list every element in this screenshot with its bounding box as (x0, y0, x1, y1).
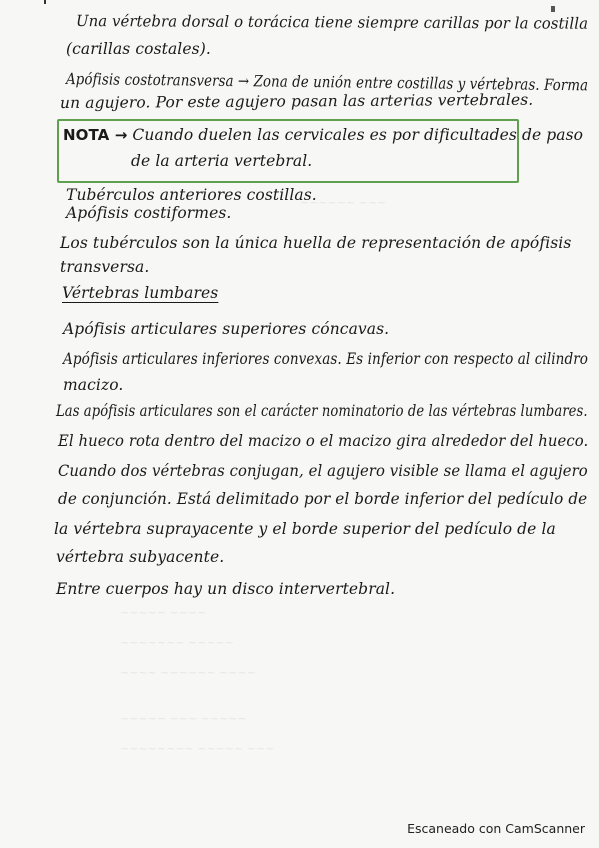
watermark: Escaneado con CamScanner (407, 821, 585, 836)
text-line: Los tubérculos son la única huella de representación de apófisis (60, 234, 572, 252)
text-line: Una vértebra dorsal o torácica tiene siempre carillas por la costilla (75, 12, 589, 33)
bleed-through: ~~~~~ ~~~~ (120, 606, 207, 619)
text-line: Apófisis articulares superiores cóncavas. (63, 320, 390, 338)
text-line: vértebra subyacente. (56, 548, 225, 566)
section-heading: Vértebras lumbares (62, 284, 219, 302)
text-line: Apófisis costotransversa → Zona de unión entre costillas y vértebras. Forma (65, 70, 589, 95)
text-line: la vértebra suprayacente y el borde superior del pedículo de la (54, 520, 556, 538)
text-line: de conjunción. Está delimitado por el borde inferior del pedículo de (58, 490, 588, 508)
text-line: transversa. (60, 258, 150, 276)
text-line: Entre cuerpos hay un disco intervertebral. (56, 580, 396, 598)
note-line (63, 126, 583, 144)
note-text: Cuando duelen las cervicales es por dificultades de paso (132, 126, 584, 144)
text-line: Apófisis articulares inferiores convexas. Es inferior con respecto al cilindro (63, 350, 589, 368)
text-line: macizo. (63, 376, 124, 394)
note-line: de la arteria vertebral. (131, 152, 313, 170)
scan-mark (551, 6, 555, 12)
text-line: Cuando dos vértebras conjugan, el agujero visible se llama el agujero (58, 462, 588, 480)
text-line: Las apófisis articulares son el carácter nominatorio de las vértebras lumbares. (56, 402, 588, 420)
bleed-through: ~~~~~ ~~~ ~~~~~ (120, 712, 247, 725)
bleed-through: ~~~~~~ ~~~ (300, 196, 387, 209)
text-line: Apófisis costiformes. (66, 204, 232, 222)
text-line: un agujero. Por este agujero pasan las arterias vertebrales. (59, 90, 534, 112)
scan-mark (44, 0, 46, 4)
bleed-through: ~~~~~~~~ ~~~~~ ~~~ (120, 742, 275, 755)
bleed-through: ~~~~~~~ ~~~~~ (120, 636, 235, 649)
text-line: El hueco rota dentro del macizo o el macizo gira alrededor del hueco. (58, 432, 589, 450)
text-line: (carillas costales). (66, 40, 211, 58)
note-label: NOTA → (63, 126, 128, 144)
text-line: Tubérculos anteriores costillas. (66, 186, 317, 204)
bleed-through: ~~~~ ~~~~~~ ~~~~ (120, 666, 257, 679)
